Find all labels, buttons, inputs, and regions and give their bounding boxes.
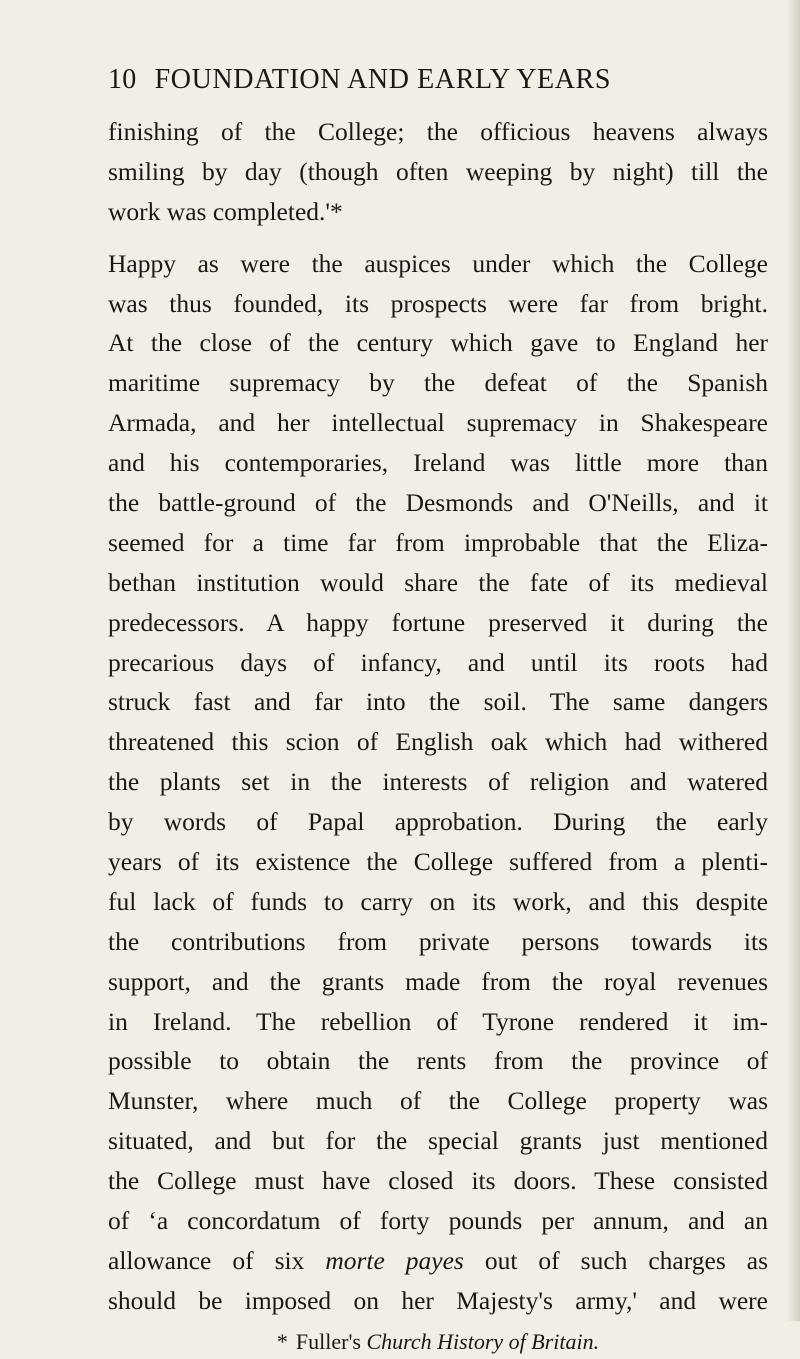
- text-line: support, and the grants made from the royal revenues: [108, 966, 768, 996]
- text-line: work was completed.'*: [108, 196, 343, 226]
- text-line: situated, and but for the special grants just mentioned: [108, 1126, 768, 1156]
- text-line: smiling by day (though often weeping by night) till the: [108, 156, 768, 186]
- text-line: years of its existence the College suffered from a plenti-: [108, 847, 768, 877]
- text-line: threatened this scion of English oak which had withered: [108, 727, 768, 757]
- italic-term: morte payes: [325, 1245, 464, 1275]
- paragraph-spacer: [108, 232, 768, 244]
- footnote: [108, 1325, 768, 1359]
- text-line: the College must have closed its doors. These consisted: [108, 1166, 768, 1196]
- text-line: should be imposed on her Majesty's army,' and were: [108, 1285, 768, 1315]
- text-line: the plants set in the interests of religion and watered: [108, 767, 768, 797]
- text-line: by words of Papal approbation. During the early: [108, 807, 768, 837]
- text-line: bethan institution would share the fate of its medieval: [108, 567, 768, 597]
- text-line: the contributions from private persons towards its: [108, 926, 768, 956]
- footnote-author: Fuller's: [295, 1328, 361, 1354]
- text-line-with-italic: [108, 1241, 768, 1281]
- text-line: maritime supremacy by the defeat of the Spanish: [108, 368, 768, 398]
- text-line: possible to obtain the rents from the province of: [108, 1046, 768, 1076]
- text-line: was thus founded, its prospects were far from bright.: [108, 288, 768, 318]
- page-edge-shadow: [786, 0, 800, 1321]
- text-line: and his contemporaries, Ireland was little more than: [108, 448, 768, 478]
- paragraph-main: [108, 244, 768, 1321]
- text-line: predecessors. A happy fortune preserved it during the: [108, 607, 768, 637]
- text-line: struck fast and far into the soil. The same dangers: [108, 687, 768, 717]
- text-line: Munster, where much of the College property was: [108, 1086, 768, 1116]
- text-line: in Ireland. The rebellion of Tyrone rendered it im-: [108, 1006, 768, 1036]
- text-line: finishing of the College; the officious heavens always: [108, 117, 768, 146]
- paragraph-continued: [108, 112, 768, 232]
- text-line: the battle-ground of the Desmonds and O'Neills, and it: [108, 488, 768, 518]
- text-fragment: allowance of six: [108, 1245, 326, 1275]
- footnote-title: Church History of Britain.: [366, 1328, 600, 1354]
- text-line: Armada, and her intellectual supremacy in Shakespeare: [108, 408, 768, 438]
- body-text: [108, 112, 768, 1359]
- book-page: [108, 62, 768, 1359]
- text-fragment: out of such charges as: [463, 1245, 768, 1275]
- text-line: ful lack of funds to carry on its work, and this despite: [108, 886, 768, 916]
- footnote-mark: *: [276, 1328, 288, 1354]
- text-line: Happy as were the auspices under which the College: [108, 248, 768, 278]
- text-line: of ‘a concordatum of forty pounds per annum, and an: [108, 1206, 768, 1236]
- text-line: seemed for a time far from improbable that the Eliza-: [108, 527, 768, 557]
- text-line: At the close of the century which gave to England her: [108, 328, 768, 358]
- chapter-title: FOUNDATION AND EARLY YEARS: [154, 64, 612, 95]
- text-line: precarious days of infancy, and until its roots had: [108, 647, 768, 677]
- running-head: [108, 62, 768, 106]
- page-number: 10: [108, 64, 137, 95]
